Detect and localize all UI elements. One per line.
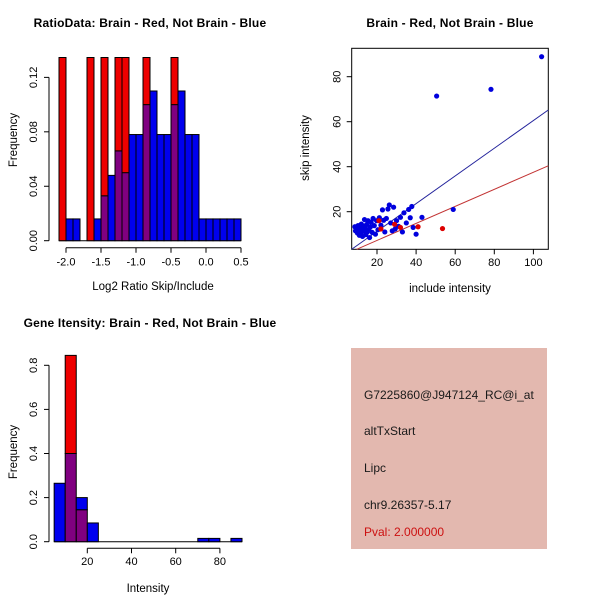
hist-ratio-x-tick-label: 0.5: [233, 256, 249, 269]
hist-ratio-blue-bar: [94, 219, 101, 241]
scatter-blue-point: [400, 229, 405, 234]
hist-gene-purple-bar: [65, 454, 76, 542]
hist-ratio-red-bar: [59, 58, 66, 241]
hist-ratio-blue-bar: [227, 219, 234, 241]
scatter-blue-point: [384, 216, 389, 221]
hist-ratio-x-tick-label: 0.0: [198, 256, 214, 269]
scatter-blue-point: [373, 232, 378, 237]
scatter-blue-point: [398, 215, 403, 220]
hist-ratio-blue-bar: [178, 91, 185, 241]
scatter-x-tick-label: 80: [488, 257, 501, 269]
scatter-red-point: [415, 224, 420, 229]
hist-ratio-red-bar: [171, 58, 178, 105]
scatter-y-tick-label: 60: [331, 115, 344, 128]
hist-gene-blue-bar: [54, 483, 65, 541]
hist-gene-x-tick-label: 80: [213, 556, 227, 568]
hist-ratio-blue-bar: [206, 219, 213, 241]
hist-gene-y-tick-label: 0.2: [28, 489, 40, 506]
scatter-red-point: [392, 222, 397, 227]
hist-ratio-purple-bar: [115, 151, 122, 241]
hist-ratio-y-tick-label: 0.04: [28, 175, 40, 197]
scatter-y-tick-label: 20: [331, 205, 344, 218]
hist-gene-blue-bar: [76, 498, 87, 510]
hist-ratio-blue-bar: [150, 91, 157, 241]
hist-gene-x-tick-label: 60: [169, 556, 182, 568]
hist-gene-blue-bar: [87, 523, 98, 542]
hist-ratio-blue-bar: [220, 219, 227, 241]
hist-ratio-y-tick-label: 0.12: [28, 66, 40, 89]
hist-ratio-red-bar: [87, 58, 94, 241]
hist-ratio-blue-bar: [199, 219, 206, 241]
hist-gene-y-tick-label: 0.6: [28, 401, 40, 418]
scatter-red-point: [440, 226, 445, 231]
scatter-x-tick-label: 100: [524, 257, 543, 269]
hist-gene-ylabel: Frequency: [8, 424, 20, 480]
hist-ratio-blue-bar: [73, 219, 80, 241]
scatter-blue-point: [409, 204, 414, 209]
hist-ratio-purple-bar: [101, 196, 108, 241]
hist-ratio-blue-bar: [234, 219, 241, 241]
scatter-blue-point: [488, 87, 493, 92]
hist-gene-purple-bar: [76, 510, 87, 542]
scatter-x-tick-label: 20: [370, 257, 384, 269]
hist-ratio-blue-bar: [129, 135, 136, 241]
hist-ratio-blue-bar: [164, 135, 171, 241]
hist-gene-x-tick-label: 40: [125, 556, 138, 568]
scatter-y-tick-label: 80: [331, 70, 344, 83]
scatter-red-point: [376, 218, 381, 223]
hist-ratio-blue-bar: [157, 135, 164, 241]
hist-ratio-y-tick-label: 0.08: [28, 121, 40, 143]
hist-gene-title: Gene Itensity: Brain - Red, Not Brain - Blue: [23, 316, 277, 330]
hist-ratio-blue-bar: [66, 219, 73, 241]
hist-gene-y-tick-label: 0.8: [28, 357, 40, 373]
scatter-blue-point: [401, 210, 406, 215]
scatter-blue-point: [419, 215, 424, 220]
locus-text: chr9.26357-5.17: [364, 498, 452, 512]
scatter-blue-point: [411, 225, 416, 230]
hist-ratio-red-bar: [143, 58, 150, 105]
hist-gene-blue-bar: [198, 538, 209, 541]
hist-ratio-blue-bar: [108, 175, 115, 240]
scatter-blue-point: [372, 223, 377, 228]
scatter-blue-point: [414, 232, 419, 237]
scatter-red-point: [398, 225, 403, 230]
scatter-ylabel: skip intensity: [300, 115, 312, 181]
scatter-blue-point: [434, 93, 439, 98]
gene-info-panel: [351, 348, 547, 549]
scatter-blue-point: [367, 235, 372, 240]
hist-ratio-blue-bar: [213, 219, 220, 241]
hist-ratio-title: RatioData: Brain - Red, Not Brain - Blue: [33, 16, 267, 30]
hist-ratio-ylabel: Frequency: [8, 112, 20, 168]
scatter-red-point: [378, 226, 383, 231]
gene-name-text: Lipc: [364, 461, 387, 475]
scatter-blue-point: [539, 54, 544, 59]
hist-gene-red-bar: [65, 355, 76, 453]
event-type-text: altTxStart: [364, 424, 416, 438]
hist-ratio-purple-bar: [143, 105, 150, 241]
scatter-blue-point: [404, 220, 409, 225]
hist-ratio-blue-bar: [136, 135, 143, 241]
scatter-y-tick-label: 40: [331, 160, 344, 173]
scatter-x-tick-label: 40: [409, 257, 423, 269]
hist-ratio-x-tick-label: -1.0: [126, 256, 146, 269]
scatter-blue-point: [391, 205, 396, 210]
hist-ratio-x-tick-label: -0.5: [161, 256, 181, 269]
hist-ratio-blue-bar: [185, 135, 192, 241]
hist-gene-y-tick-label: 0.4: [28, 445, 40, 462]
probe-id-text: G7225860@J947124_RC@i_at: [364, 388, 534, 402]
hist-ratio-purple-bar: [171, 105, 178, 241]
hist-ratio-x-tick-label: -2.0: [56, 256, 76, 269]
hist-ratio-y-tick-label: 0.00: [28, 229, 40, 252]
hist-gene-blue-bar: [231, 538, 242, 541]
hist-ratio-red-bar: [122, 58, 129, 173]
scatter-title: Brain - Red, Not Brain - Blue: [366, 16, 534, 30]
hist-ratio-x-tick-label: -1.5: [91, 256, 111, 269]
scatter-x-tick-label: 60: [449, 257, 462, 269]
hist-gene-x-tick-label: 20: [81, 556, 94, 568]
scatter-blue-point: [451, 207, 456, 212]
hist-gene-blue-bar: [209, 538, 220, 541]
hist-ratio-red-bar: [101, 58, 108, 196]
hist-gene-y-tick-label: 0.0: [28, 534, 40, 550]
scatter-blue-point: [380, 207, 385, 212]
hist-ratio-blue-bar: [192, 135, 199, 241]
scatter-xlabel: include intensity: [409, 283, 491, 295]
hist-ratio-red-bar: [115, 58, 122, 151]
hist-gene-xlabel: Intensity: [126, 583, 170, 595]
pval-text: Pval: 2.000000: [364, 525, 445, 539]
hist-ratio-purple-bar: [122, 173, 129, 241]
scatter-blue-point: [408, 215, 413, 220]
hist-ratio-xlabel: Log2 Ratio Skip/Include: [92, 281, 214, 293]
